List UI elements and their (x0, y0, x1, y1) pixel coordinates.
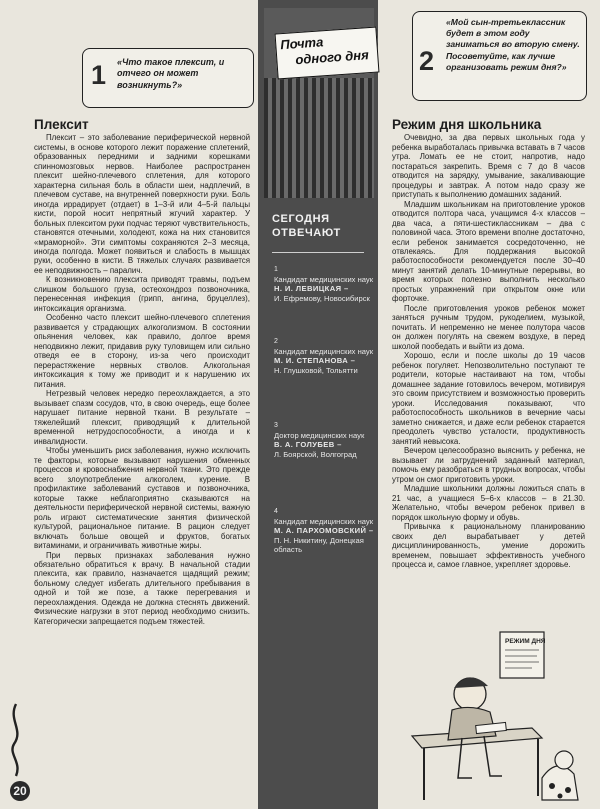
article-plexitis-paragraph: Нетрезвый человек нередко переохлаждается, а это вызывает спазм сосудов, что, в свою очередь, еще более нарушает питание нервной ткани. В результате – тяжелейший плексит, приводящий к длительной временной нетрудоспособности, а иногда и к инвалидности. (34, 389, 250, 446)
expert-place: П. Н. Никитину, Донецкая область (274, 535, 364, 555)
article-school-routine-paragraph: Хорошо, если и после школы до 19 часов ребенок погуляет. Непозволительно поступают те родители, которые настаивают на том, чтобы домашнее задание готовилось вечером, мотивируя это своим присутствием и возможностью проверить уроки. Исследования показывают, что работоспособность школьников в вечерние часы заметно снижается, и даже если ребенок старается преодолеть чувство усталости, продуктивность занятий невысока. (392, 351, 585, 446)
article-plexitis-paragraph: Плексит – это заболевание периферической нервной системы, в основе которого лежит поражение сплетений, образованных передними и задними корешками спинномозговых нервов. Наиболее распространен плексит шейно-плечевого сплетения, для которого характерна сильная боль в области шеи, надплечий, в плечевом суставе, на внутренней поверхности руки. Боль иногда иррадирует (отдает) в 1–3-й или 4–5-й пальцы кисти, порой носит непрятный жгучий характер. У больных плекситом руки подчас теряют чувствительность, становятся отечными, холодеют, кожа на них становится «мраморной». Эти симптомы сохраняются 2–3 месяца, иногда полгода. Может появиться и слабость в мышцах руки, особенно в кисти. В тяжелых случаях развивается ее неподвижность – паралич. (34, 133, 250, 275)
middle-column (258, 0, 378, 809)
question-1-text: «Что такое плексит, и отчего он может возникнуть?» (117, 57, 225, 90)
article-plexitis-paragraph: Чтобы уменьшить риск заболевания, нужно исключить те факторы, которые вызывают нарушения обменных процессов и кровоснабжения нервной ткани. Это прежде всего злоупотребление алкоголем, курение. В профилактике заболеваний суставов и позвоночника, которые также неблагоприятно сказываются на деятельности периферической нервной системы, важную роль играют систематические занятия физической культурой, рациональное питание. В рацион следует включать больше овощей и фруктов, богатых витаминами, и ограничивать животные жиры. (34, 446, 250, 551)
expert-name: М. А. ПАРХОМОВСКИЙ – (274, 526, 374, 536)
hatch-decoration (264, 78, 374, 198)
masthead-title (275, 26, 380, 79)
expert-title: Кандидат медицинских наук (274, 346, 374, 356)
article-plexitis-paragraph: К возникновению плексита приводят травмы, подъем слишком большого груза, остеохондроз позвоночника, перенесенная инфекция (грипп, ангина, бруцеллез), интоксикация организма. (34, 275, 250, 313)
expert-title: Доктор медицинских наук (274, 430, 365, 440)
question-1-box (82, 48, 254, 108)
divider (272, 252, 364, 253)
article-school-routine-paragraph: Очевидно, за два первых школьных года у ребенка выработалась привычка вставать в 7 часов утра. Ломать ее не стоит, напротив, надо постараться закрепить. Время с 7 до 8 часов отводится на зарядку, умывание, закаливающие процедуры и завтрак. А потом надо сразу же приступать к выполнению домашних заданий. (392, 133, 585, 200)
magazine-logo (4, 700, 28, 780)
expert-place: Л. Боярской, Волгоград (274, 449, 357, 459)
expert-name: В. А. ГОЛУБЕВ – (274, 440, 342, 450)
question-2-number: 2 (419, 46, 435, 76)
expert-entry (274, 266, 374, 303)
article-plexitis (34, 117, 250, 626)
expert-number: 3 (274, 422, 278, 429)
cat-spot (565, 787, 571, 793)
article-school-routine-heading: Режим дня школьника (392, 117, 542, 132)
masthead-line-1: Почта (279, 34, 324, 53)
masthead-panel (264, 8, 374, 198)
article-school-routine-paragraph: Вечером целесообразно выяснить у ребенка, не вызывает ли затруднений заданный материал, помочь ему разобраться в трудных вопросах, чтобы утром он смог приготовить уроки. (392, 446, 585, 484)
expert-title: Кандидат медицинских наук (274, 274, 374, 284)
schoolboy-illustration (392, 628, 588, 806)
cat-head (555, 751, 573, 769)
expert-name: М. И. СТЕПАНОВА – (274, 356, 356, 366)
article-school-routine-paragraph: После приготовления уроков ребенок может заняться ручным трудом, рукоделием, музыкой, почитать. И непременно не менее полутора часов он должен погулять на свежем воздухе, в перед школой пообедать и выйти из дома. (392, 303, 585, 351)
expert-entry (274, 422, 374, 459)
expert-place: Н. Глушковой, Тольятти (274, 365, 358, 375)
article-plexitis-heading: Плексит (34, 117, 89, 132)
logo-script (12, 704, 17, 776)
expert-entry (274, 508, 374, 555)
masthead-line-2: одного дня (294, 47, 370, 68)
expert-number: 1 (274, 266, 278, 273)
cat-spot (549, 783, 555, 789)
today-answer-label: СЕГОДНЯ ОТВЕЧАЮТ (272, 213, 341, 240)
expert-number: 2 (274, 338, 278, 345)
question-2-box (412, 11, 587, 101)
expert-entry (274, 338, 374, 375)
expert-number: 4 (274, 508, 278, 515)
page-number: 20 (10, 781, 30, 801)
expert-place: И. Ефремову, Новосибирск (274, 293, 370, 303)
question-1-number: 1 (91, 60, 107, 90)
expert-title: Кандидат медицинских наук (274, 516, 374, 526)
article-plexitis-paragraph: При первых признаках заболевания нужно обязательно обратиться к врачу. В начальной стадии плексита, как правило, назначается щадящий режим; больному следует избегать длительного пребывания в одной и той же позе, а также перегревания и переохлаждения. Одежда не должна стеснять движений. Физические нагрузки в этот период необходимо снизить. Категорически запрещается подъем тяжестей. (34, 550, 250, 626)
article-school-routine-paragraph: Младшим школьникам на приготовление уроков отводится полтора часа, учащимся 4-х классов – два часа, а пяти-шестиклассникам – два с половиной часа. Этого времени вполне достаточно, если ребенок занимается сосредоточенно, не отвлекаясь. Для поддержания высокой работоспособности рекомендуется после 30–40 минут занятий делать 10-минутные перерывы, во время которых полезно выполнить несколько простых упражнений при открытом окне или форточке. (392, 199, 585, 304)
article-school-routine (392, 117, 585, 569)
article-school-routine-paragraph: Привычка к рациональному планированию своих дел вырабатывает у детей дисциплинированность, умение дорожить временем, повышает эффективность учебного процесса и, самое главное, укрепляет здоровье. (392, 522, 585, 569)
article-plexitis-paragraph: Особенно часто плексит шейно-плечевого сплетения развивается у страдающих алкоголизмом. В состоянии опьянения человек, как правило, долгое время неподвижно лежит, придавив руку туловищем или сильно отведя ее в сторону, из-за чего происходит перерастяжение нервных стволов. Алкогольная интоксикация к тому же приводит и к нарушению их питания. (34, 313, 250, 389)
poster-sign-text: РЕЖИМ ДНЯ (505, 638, 546, 645)
cat-spot (558, 794, 563, 799)
question-2-text: «Мой сын-третьеклассник будет в этом году заниматься во вторую смену. Посоветуйте, как лучше организовать режим дня?» (446, 17, 580, 72)
expert-name: Н. И. ЛЕВИЦКАЯ – (274, 284, 349, 294)
article-school-routine-paragraph: Младшие школьники должны ложиться спать в 21 час, а учащиеся 5–6-х классов – в 21.30. Желательно, чтобы вечером ребенок привел в порядок школьную форму и обувь. (392, 484, 585, 522)
